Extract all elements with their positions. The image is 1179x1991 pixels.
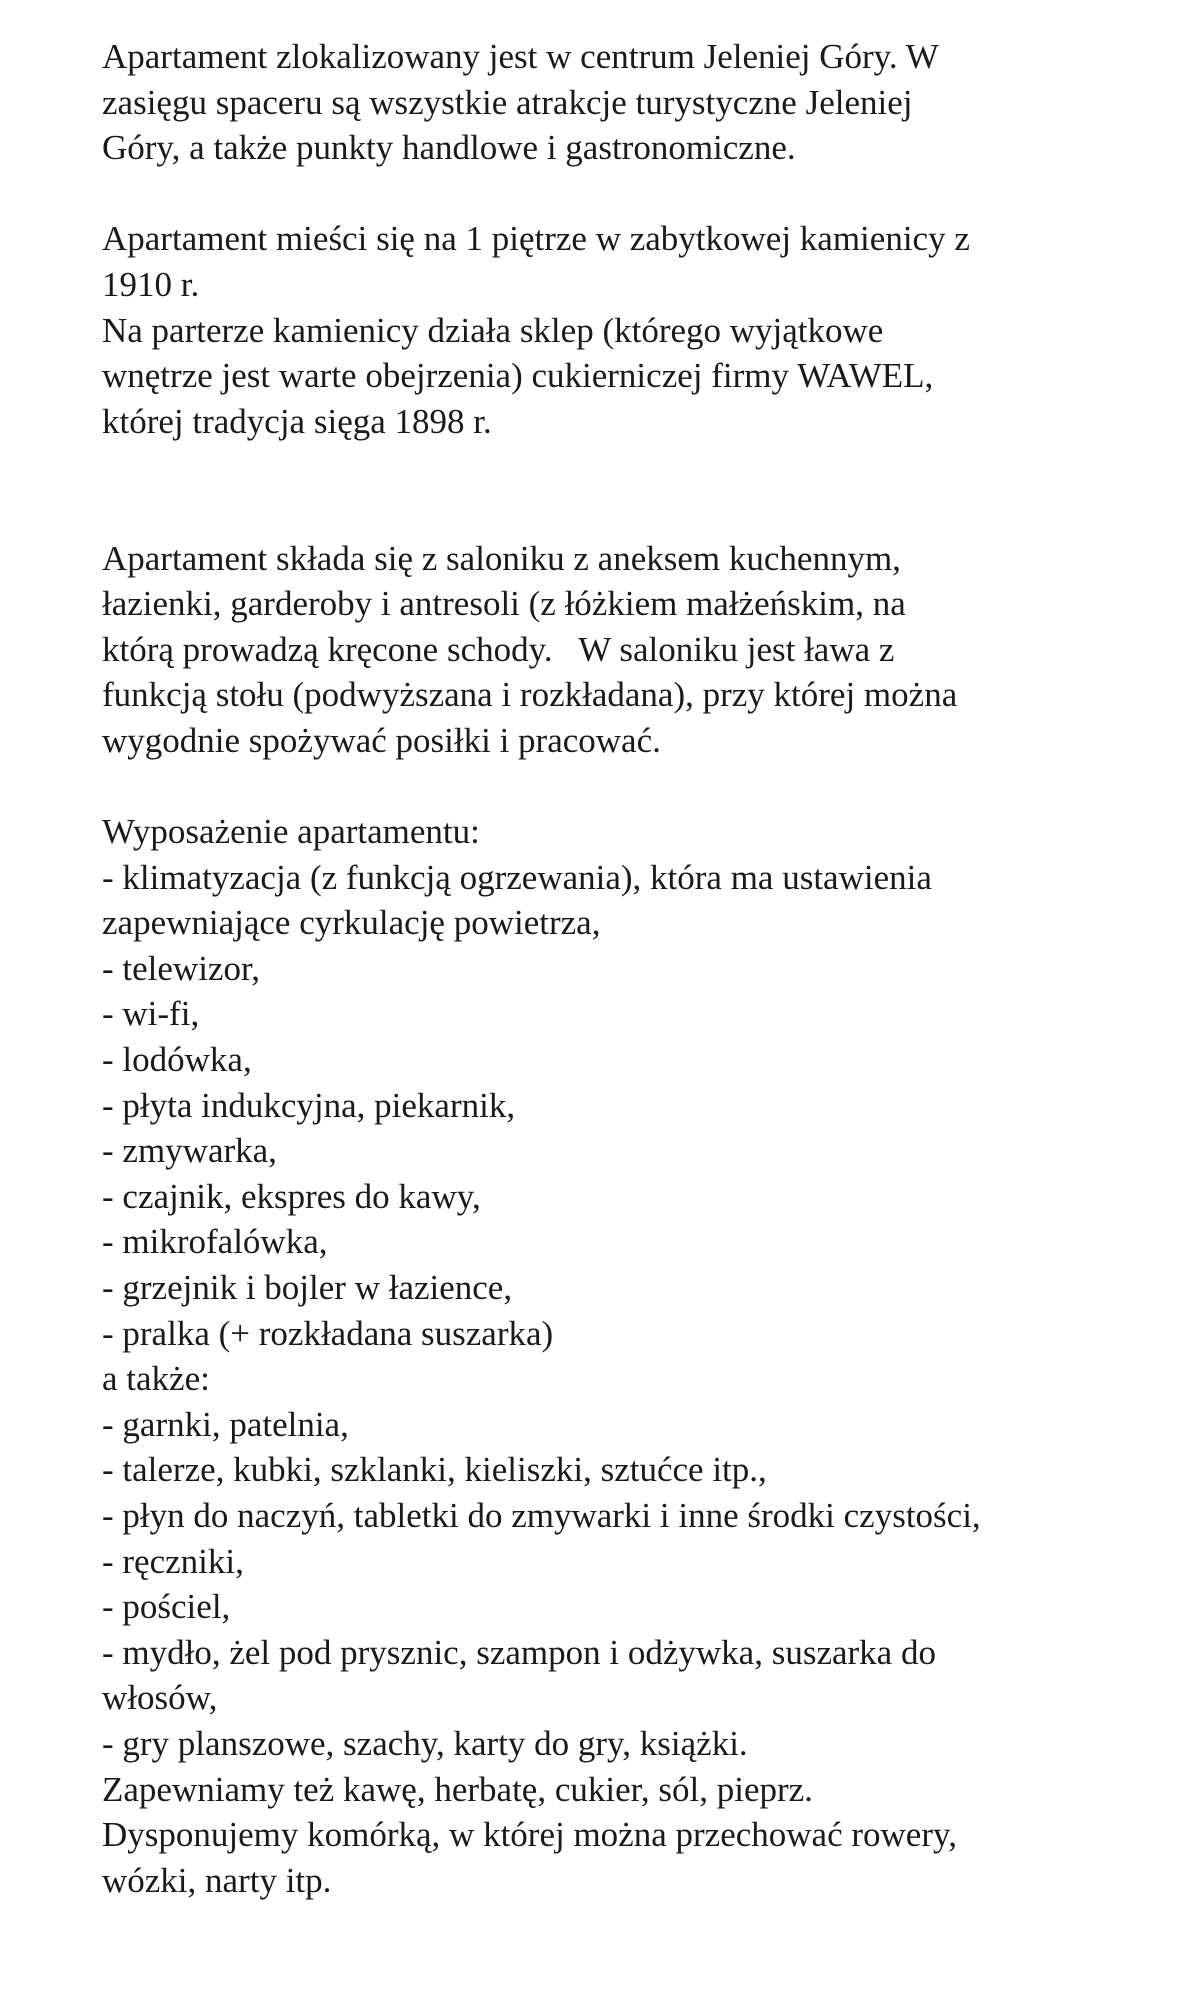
text-line: Wyposażenie apartamentu:	[102, 812, 480, 852]
list-item: - zmywarka,	[102, 1131, 277, 1171]
list-item: - płyn do naczyń, tabletki do zmywarki i inne środki czystości,	[102, 1496, 981, 1535]
list-item: - mikrofalówka,	[102, 1222, 328, 1262]
list-item: - wi-fi,	[102, 994, 200, 1034]
list-item: - talerze, kubki, szklanki, kieliszki, sztućce itp.,	[102, 1450, 767, 1490]
text-line: Apartament mieści się na 1 piętrze w zabytkowej kamienicy z	[102, 219, 970, 259]
list-item: - pościel,	[102, 1587, 231, 1627]
text-line: 1910 r.	[102, 264, 200, 304]
text-line: Apartament składa się z saloniku z aneksem kuchennym,	[102, 538, 901, 578]
text-line: której tradycja sięga 1898 r.	[102, 401, 492, 441]
paragraph-gap	[102, 171, 1162, 217]
text-line: którą prowadzą kręcone schody. W saloniku jest ława z	[102, 629, 895, 669]
list-item: - telewizor,	[102, 948, 260, 988]
text-line: funkcją stołu (podwyższana i rozkładana), przy której można	[102, 675, 958, 715]
text-line: a także:	[102, 1359, 210, 1399]
list-item: - gry planszowe, szachy, karty do gry, książki.	[102, 1723, 748, 1763]
text-line: Dysponujemy komórką, w której można przechować rowery,	[102, 1815, 957, 1855]
document-body	[102, 34, 1162, 1903]
list-item: - mydło, żel pod prysznic, szampon i odżywka, suszarka do	[102, 1632, 936, 1672]
paragraph-location	[102, 34, 1162, 171]
list-item: - lodówka,	[102, 1040, 252, 1080]
list-item: - grzejnik i bojler w łazience,	[102, 1268, 513, 1308]
paragraph-layout	[102, 536, 1162, 764]
text-line: włosów,	[102, 1678, 218, 1718]
text-line: Góry, a także punkty handlowe i gastronomiczne.	[102, 128, 796, 168]
paragraph-building	[102, 216, 1162, 444]
list-item: - garnki, patelnia,	[102, 1404, 349, 1444]
text-line: wnętrze jest warte obejrzenia) cukierniczej firmy WAWEL,	[102, 356, 934, 396]
text-line: - klimatyzacja (z funkcją ogrzewania), która ma ustawienia	[102, 857, 932, 897]
text-line: Apartament zlokalizowany jest w centrum Jeleniej Góry. W	[102, 37, 939, 76]
text-line: Na parterze kamienicy działa sklep (którego wyjątkowe	[102, 310, 884, 350]
text-line: wózki, narty itp.	[102, 1860, 332, 1900]
paragraph-equipment	[102, 809, 1162, 1903]
text-line: Zapewniamy też kawę, herbatę, cukier, sól, pieprz.	[102, 1769, 813, 1809]
text-line: wygodnie spożywać posiłki i pracować.	[102, 720, 661, 760]
text-line: zasięgu spaceru są wszystkie atrakcje turystyczne Jeleniej	[102, 82, 913, 122]
text-line: łazienki, garderoby i antresoli (z łóżkiem małżeńskim, na	[102, 584, 906, 624]
list-item: - płyta indukcyjna, piekarnik,	[102, 1085, 516, 1125]
list-item: - czajnik, ekspres do kawy,	[102, 1176, 481, 1216]
list-item: - pralka (+ rozkładana suszarka)	[102, 1313, 554, 1353]
paragraph-gap	[102, 444, 1162, 535]
text-line: zapewniające cyrkulację powietrza,	[102, 903, 601, 943]
list-item: - ręczniki,	[102, 1541, 244, 1581]
paragraph-gap	[102, 764, 1162, 810]
